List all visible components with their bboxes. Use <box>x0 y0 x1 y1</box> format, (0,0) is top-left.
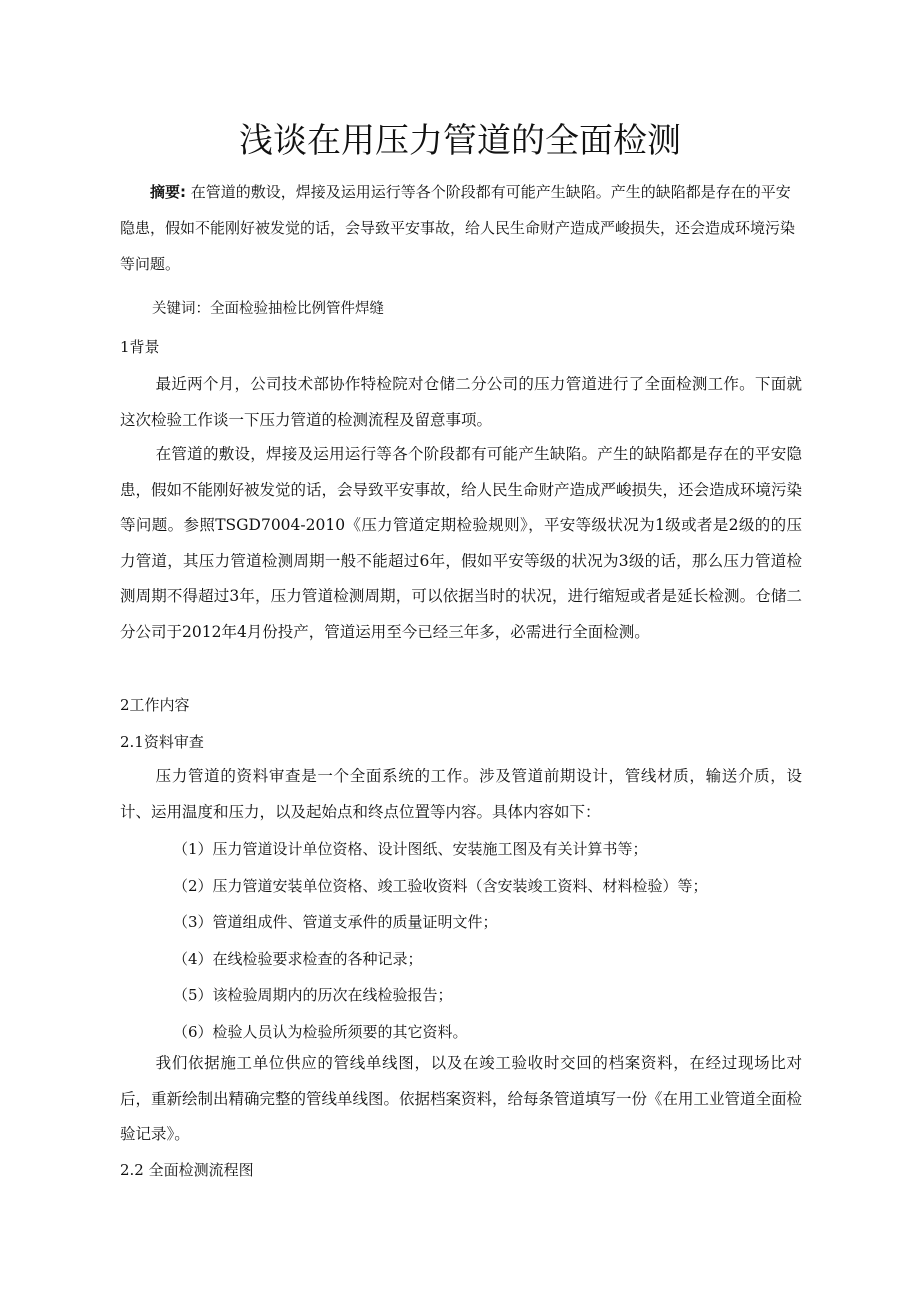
section-2-1-heading: 2.1资料审查 <box>120 733 204 751</box>
section-2-1-paragraph-1: 压力管道的资料审查是一个全面系统的工作。涉及管道前期设计，管线材质，输送介质，设计、运用温度和压力，以及起始点和终点位置等内容。具体内容如下： <box>120 767 802 821</box>
keywords: 关键词：全面检验抽检比例管件焊缝 <box>152 301 384 317</box>
materials-list <box>173 837 708 1056</box>
list-item: （1）压力管道设计单位资格、设计图纸、安装施工图及有关计算书等； <box>173 840 648 858</box>
list-item: （6）检验人员认为检验所须要的其它资料。 <box>173 1022 468 1041</box>
abstract-label: 摘要: <box>150 183 186 201</box>
section-1-heading: 1背景 <box>120 338 160 356</box>
list-item: （2）压力管道安装单位资格、竣工验收资料（含安装竣工资料、材料检验）等； <box>173 876 708 895</box>
section-1-paragraph-2: 在管道的敷设，焊接及运用运行等各个阶段都有可能产生缺陷。产生的缺陷都是存在的平安隐患，假如不能刚好被发觉的话，会导致平安事故，给人民生命财产造成严峻损失，还会造成环境污染等问题。参照TSGD7004-2010《压力管道定期检验规则》，平安等级状况为1级或者是2级的的压力管道，其压力管道检测周期一般不能超过6年，假如平安等级的状况为3级的话，那么压力管道检测周期不得超过3年，压力管道检测周期，可以依据当时的状况，进行缩短或者是延长检测。仓储二分公司于2012年4月份投产，管道运用至今已经三年多，必需进行全面检测。 <box>120 445 803 641</box>
list-item: （3）管道组成件、管道支承件的质量证明文件； <box>173 913 498 931</box>
section-2-2-heading: 2.2 全面检测流程图 <box>120 1161 254 1179</box>
list-item: （5）该检验周期内的历次在线检验报告； <box>173 986 453 1004</box>
list-item: （4）在线检验要求检查的各种记录； <box>173 949 423 968</box>
section-1-paragraph-1: 最近两个月，公司技术部协作特检院对仓储二分公司的压力管道进行了全面检测工作。下面就这次检验工作谈一下压力管道的检测流程及留意事项。 <box>120 375 802 429</box>
document-title: 浅谈在用压力管道的全面检测 <box>239 121 681 161</box>
abstract <box>120 174 800 282</box>
section-2-1-paragraph-2: 我们依据施工单位供应的管线单线图，以及在竣工验收时交回的档案资料，在经过现场比对后，重新绘制出精确完整的管线单线图。依据档案资料，给每条管道填写一份《在用工业管道全面检验记录》。 <box>120 1054 803 1143</box>
section-2-heading: 2工作内容 <box>120 696 190 714</box>
abstract-text: 在管道的敷设，焊接及运用运行等各个阶段都有可能产生缺陷。产生的缺陷都是存在的平安隐患，假如不能刚好被发觉的话，会导致平安事故，给人民生命财产造成严峻损失，还会造成环境污染等问题。 <box>120 183 796 273</box>
